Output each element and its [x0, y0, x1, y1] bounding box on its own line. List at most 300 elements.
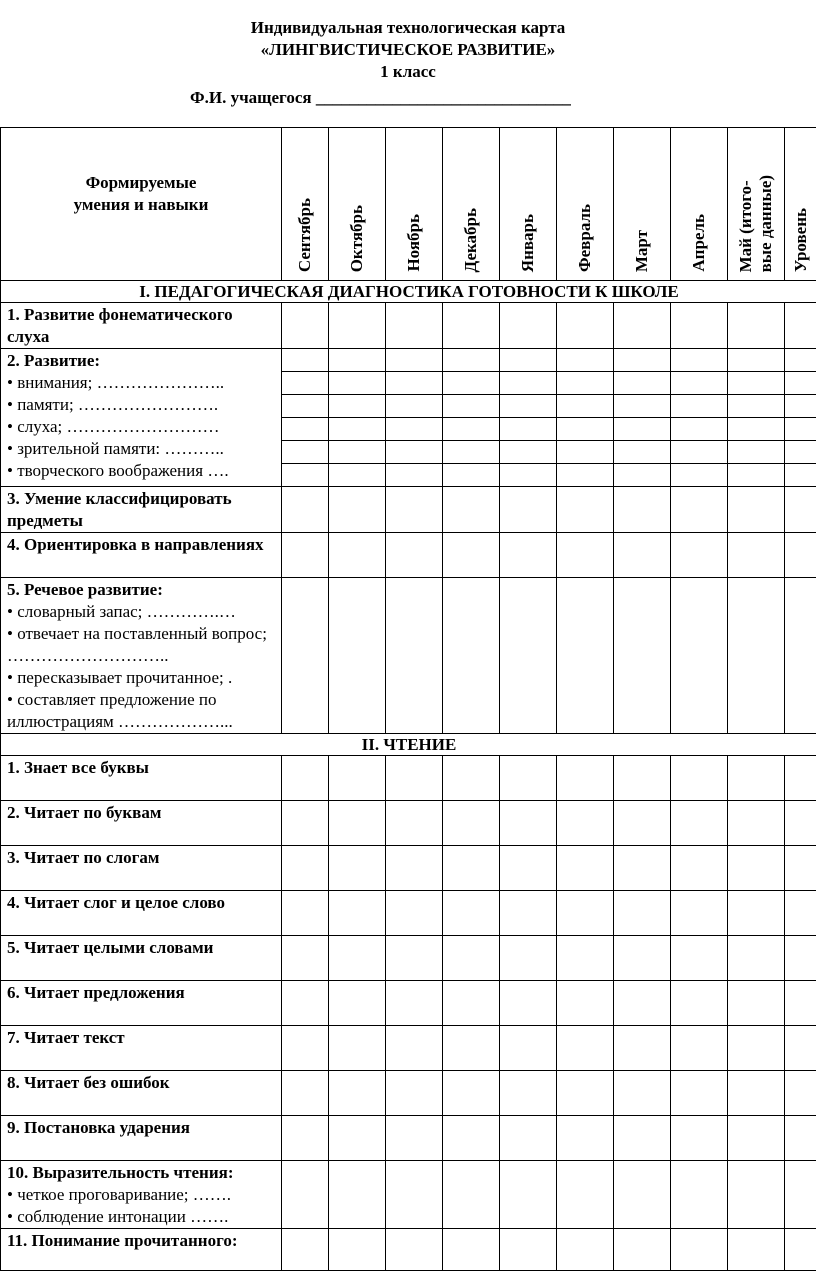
mark-cell[interactable]	[671, 936, 728, 981]
month-label: Март	[632, 230, 652, 272]
mark-cell[interactable]	[282, 487, 329, 533]
mark-cell[interactable]	[329, 891, 386, 936]
mark-cell[interactable]	[557, 1229, 614, 1271]
mark-cell[interactable]	[671, 1026, 728, 1071]
table-row	[1, 1071, 816, 1116]
mark-cell[interactable]	[386, 1071, 443, 1116]
doc-grade: 1 класс	[0, 61, 816, 83]
mark-cell[interactable]	[500, 1161, 557, 1229]
mark-cell[interactable]	[443, 464, 500, 487]
skill-sublabel: • зрительной памяти: ………..	[7, 438, 277, 460]
mark-cell[interactable]	[386, 303, 443, 349]
mark-cell[interactable]	[671, 303, 728, 349]
mark-cell[interactable]	[614, 1071, 671, 1116]
skill-label: 9. Постановка ударения	[7, 1117, 277, 1139]
table-row	[1, 801, 816, 846]
skill-cell	[1, 1026, 282, 1071]
mark-cell[interactable]	[282, 372, 329, 395]
mark-cell[interactable]	[557, 372, 614, 395]
mark-cell[interactable]	[282, 1161, 329, 1229]
mark-cell[interactable]	[386, 1161, 443, 1229]
mark-cell[interactable]	[500, 1116, 557, 1161]
mark-cell[interactable]	[671, 801, 728, 846]
mark-cell[interactable]	[728, 1229, 785, 1271]
mark-cell[interactable]	[329, 349, 386, 372]
mark-cell[interactable]	[557, 418, 614, 441]
skill-cell	[1, 303, 282, 349]
doc-title: Индивидуальная технологическая карта	[0, 17, 816, 39]
mark-cell[interactable]	[443, 533, 500, 578]
skill-label: 5. Читает целыми словами	[7, 937, 277, 959]
mark-cell[interactable]	[329, 441, 386, 464]
month-label: Декабрь	[461, 208, 481, 272]
mark-cell[interactable]	[500, 349, 557, 372]
mark-cell[interactable]	[500, 303, 557, 349]
mark-cell[interactable]	[614, 1229, 671, 1271]
mark-cell[interactable]	[728, 846, 785, 891]
mark-cell[interactable]	[785, 936, 816, 981]
table-row	[1, 981, 816, 1026]
mark-cell[interactable]	[728, 936, 785, 981]
month-label: Апрель	[689, 214, 709, 272]
skill-label: 4. Ориентировка в направлениях	[7, 534, 277, 556]
month-label: Октябрь	[347, 205, 367, 272]
mark-cell[interactable]	[386, 1026, 443, 1071]
mark-cell[interactable]	[443, 372, 500, 395]
mark-cell[interactable]	[614, 1161, 671, 1229]
skill-label: 8. Читает без ошибок	[7, 1072, 277, 1094]
skill-sublabel: • памяти; …………………….	[7, 394, 277, 416]
mark-cell[interactable]	[557, 441, 614, 464]
assessment-table	[0, 127, 816, 1271]
skill-label: 1. Знает все буквы	[7, 757, 277, 779]
skill-label: 3. Умение классифицировать предметы	[7, 488, 277, 532]
mark-cell[interactable]	[386, 464, 443, 487]
mark-cell[interactable]	[557, 578, 614, 734]
mark-cell[interactable]	[282, 418, 329, 441]
mark-cell[interactable]	[728, 418, 785, 441]
skill-cell	[1, 487, 282, 533]
mark-cell[interactable]	[443, 981, 500, 1026]
mark-cell[interactable]	[671, 372, 728, 395]
skill-sublabel: • составляет предложение по иллюстрациям ………………...	[7, 689, 277, 733]
mark-cell[interactable]	[386, 487, 443, 533]
mark-cell[interactable]	[614, 846, 671, 891]
mark-cell[interactable]	[785, 533, 816, 578]
mark-cell[interactable]	[386, 891, 443, 936]
mark-cell[interactable]	[329, 395, 386, 418]
mark-cell[interactable]	[386, 578, 443, 734]
table-row	[1, 756, 816, 801]
skill-cell	[1, 801, 282, 846]
mark-cell[interactable]	[557, 936, 614, 981]
mark-cell[interactable]	[386, 981, 443, 1026]
month-label: Сентябрь	[295, 198, 315, 272]
month-header	[557, 128, 614, 281]
section-row	[1, 281, 816, 303]
mark-cell[interactable]	[443, 1116, 500, 1161]
mark-cell[interactable]	[614, 756, 671, 801]
mark-cell[interactable]	[557, 1071, 614, 1116]
mark-cell[interactable]	[500, 1229, 557, 1271]
skill-label: 3. Читает по слогам	[7, 847, 277, 869]
mark-cell[interactable]	[443, 395, 500, 418]
mark-cell[interactable]	[443, 1071, 500, 1116]
mark-cell[interactable]	[728, 1026, 785, 1071]
mark-cell[interactable]	[443, 801, 500, 846]
mark-cell[interactable]	[557, 1116, 614, 1161]
mark-cell[interactable]	[785, 981, 816, 1026]
mark-cell[interactable]	[500, 578, 557, 734]
mark-cell[interactable]	[500, 756, 557, 801]
month-header	[443, 128, 500, 281]
skill-cell	[1, 1229, 282, 1271]
mark-cell[interactable]	[785, 372, 816, 395]
skill-label: 2. Читает по буквам	[7, 802, 277, 824]
mark-cell[interactable]	[282, 936, 329, 981]
mark-cell[interactable]	[557, 846, 614, 891]
skill-cell	[1, 936, 282, 981]
mark-cell[interactable]	[614, 1026, 671, 1071]
mark-cell[interactable]	[500, 981, 557, 1026]
mark-cell[interactable]	[443, 418, 500, 441]
mark-cell[interactable]	[282, 756, 329, 801]
mark-cell[interactable]	[500, 846, 557, 891]
mark-cell[interactable]	[329, 1161, 386, 1229]
mark-cell[interactable]	[614, 936, 671, 981]
table-row	[1, 936, 816, 981]
mark-cell[interactable]	[728, 1071, 785, 1116]
skill-cell	[1, 578, 282, 734]
mark-cell[interactable]	[386, 395, 443, 418]
mark-cell[interactable]	[671, 418, 728, 441]
mark-cell[interactable]	[785, 801, 816, 846]
mark-cell[interactable]	[329, 846, 386, 891]
mark-cell[interactable]	[500, 801, 557, 846]
skill-cell	[1, 1161, 282, 1229]
skill-label: 2. Развитие:	[7, 350, 277, 372]
mark-cell[interactable]	[557, 1161, 614, 1229]
mark-cell[interactable]	[728, 395, 785, 418]
mark-cell[interactable]	[329, 801, 386, 846]
skill-sublabel: • отвечает на поставленный вопрос; ………………………..	[7, 623, 277, 667]
mark-cell[interactable]	[282, 578, 329, 734]
mark-cell[interactable]	[443, 891, 500, 936]
mark-cell[interactable]	[443, 936, 500, 981]
mark-cell[interactable]	[500, 418, 557, 441]
table-row	[1, 578, 816, 734]
mark-cell[interactable]	[728, 756, 785, 801]
skill-label: 11. Понимание прочитанного:	[7, 1230, 277, 1252]
skill-cell	[1, 981, 282, 1026]
mark-cell[interactable]	[329, 533, 386, 578]
student-name-field[interactable]: Ф.И. учащегося ______________________________	[190, 87, 571, 109]
mark-cell[interactable]	[500, 936, 557, 981]
skill-label: 7. Читает текст	[7, 1027, 277, 1049]
mark-cell[interactable]	[282, 1071, 329, 1116]
mark-cell[interactable]	[614, 349, 671, 372]
month-header	[386, 128, 443, 281]
mark-cell[interactable]	[386, 846, 443, 891]
mark-cell[interactable]	[282, 303, 329, 349]
mark-cell[interactable]	[443, 1229, 500, 1271]
skill-sublabel: • соблюдение интонации …….	[7, 1206, 277, 1228]
mark-cell[interactable]	[614, 487, 671, 533]
month-label: Январь	[518, 214, 538, 272]
mark-cell[interactable]	[282, 846, 329, 891]
mark-cell[interactable]	[614, 372, 671, 395]
mark-cell[interactable]	[329, 418, 386, 441]
mark-cell[interactable]	[728, 441, 785, 464]
mark-cell[interactable]	[614, 395, 671, 418]
mark-cell[interactable]	[785, 487, 816, 533]
mark-cell[interactable]	[386, 372, 443, 395]
mark-cell[interactable]	[614, 441, 671, 464]
skill-sublabel: • внимания; …………………..	[7, 372, 277, 394]
mark-cell[interactable]	[443, 1161, 500, 1229]
mark-cell[interactable]	[614, 303, 671, 349]
month-label: Февраль	[575, 204, 595, 272]
month-header	[329, 128, 386, 281]
mark-cell[interactable]	[386, 1116, 443, 1161]
skill-sublabel: • четкое проговаривание; …….	[7, 1184, 277, 1206]
mark-cell[interactable]	[671, 1071, 728, 1116]
mark-cell[interactable]	[386, 441, 443, 464]
skill-cell	[1, 891, 282, 936]
skill-label: 6. Читает предложения	[7, 982, 277, 1004]
mark-cell[interactable]	[728, 464, 785, 487]
mark-cell[interactable]	[728, 891, 785, 936]
mark-cell[interactable]	[500, 441, 557, 464]
mark-cell[interactable]	[671, 756, 728, 801]
header-row	[1, 128, 816, 281]
mark-cell[interactable]	[785, 418, 816, 441]
mark-cell[interactable]	[728, 578, 785, 734]
skill-label: 4. Читает слог и целое слово	[7, 892, 277, 914]
mark-cell[interactable]	[443, 441, 500, 464]
mark-cell[interactable]	[443, 303, 500, 349]
table-row	[1, 1229, 816, 1271]
mark-cell[interactable]	[443, 349, 500, 372]
skill-cell	[1, 349, 282, 487]
mark-cell[interactable]	[728, 1116, 785, 1161]
mark-cell[interactable]	[785, 846, 816, 891]
skill-cell	[1, 1116, 282, 1161]
mark-cell[interactable]	[329, 1026, 386, 1071]
skill-sublabel: • словарный запас; ………….…	[7, 601, 277, 623]
month-header	[282, 128, 329, 281]
mark-cell[interactable]	[557, 801, 614, 846]
mark-cell[interactable]	[500, 487, 557, 533]
mark-cell[interactable]	[329, 1229, 386, 1271]
mark-cell[interactable]	[557, 303, 614, 349]
skill-label: 5. Речевое развитие:	[7, 579, 277, 601]
mark-cell[interactable]	[500, 1071, 557, 1116]
mark-cell[interactable]	[671, 981, 728, 1026]
mark-cell[interactable]	[386, 801, 443, 846]
mark-cell[interactable]	[282, 533, 329, 578]
mark-cell[interactable]	[329, 1116, 386, 1161]
section-title: I. ПЕДАГОГИЧЕСКАЯ ДИАГНОСТИКА ГОТОВНОСТИ К ШКОЛЕ	[1, 281, 816, 303]
mark-cell[interactable]	[386, 349, 443, 372]
skill-label: 1. Развитие фонематического слуха	[7, 304, 277, 348]
mark-cell[interactable]	[386, 533, 443, 578]
mark-cell[interactable]	[282, 891, 329, 936]
mark-cell[interactable]	[282, 1116, 329, 1161]
mark-cell[interactable]	[671, 578, 728, 734]
month-label: Ноябрь	[404, 214, 424, 272]
mark-cell[interactable]	[614, 418, 671, 441]
skill-label: 10. Выразительность чтения:	[7, 1162, 277, 1184]
table-row	[1, 1161, 816, 1229]
mark-cell[interactable]	[614, 981, 671, 1026]
mark-cell[interactable]	[282, 349, 329, 372]
mark-cell[interactable]	[614, 891, 671, 936]
mark-cell[interactable]	[386, 756, 443, 801]
table-row	[1, 533, 816, 578]
mark-cell[interactable]	[557, 1026, 614, 1071]
table-row	[1, 487, 816, 533]
mark-cell[interactable]	[500, 464, 557, 487]
mark-cell[interactable]	[785, 1026, 816, 1071]
table-row	[1, 1116, 816, 1161]
table-row	[1, 846, 816, 891]
mark-cell[interactable]	[614, 464, 671, 487]
mark-cell[interactable]	[671, 1229, 728, 1271]
mark-cell[interactable]	[282, 1026, 329, 1071]
mark-cell[interactable]	[671, 395, 728, 418]
mark-cell[interactable]	[614, 1116, 671, 1161]
mark-cell[interactable]	[443, 756, 500, 801]
skills-column-header: Формируемые умения и навыки	[1, 128, 282, 281]
mark-cell[interactable]	[386, 418, 443, 441]
mark-cell[interactable]	[785, 441, 816, 464]
mark-cell[interactable]	[557, 891, 614, 936]
month-header	[614, 128, 671, 281]
mark-cell[interactable]	[557, 533, 614, 578]
mark-cell[interactable]	[785, 578, 816, 734]
mark-cell[interactable]	[329, 578, 386, 734]
skill-cell	[1, 756, 282, 801]
table-row	[1, 1026, 816, 1071]
mark-cell[interactable]	[728, 349, 785, 372]
skill-cell	[1, 846, 282, 891]
mark-cell[interactable]	[443, 1026, 500, 1071]
mark-cell[interactable]	[785, 1116, 816, 1161]
mark-cell[interactable]	[282, 801, 329, 846]
mark-cell[interactable]	[785, 1229, 816, 1271]
mark-cell[interactable]	[728, 372, 785, 395]
mark-cell[interactable]	[557, 395, 614, 418]
mark-cell[interactable]	[785, 464, 816, 487]
mark-cell[interactable]	[500, 395, 557, 418]
mark-cell[interactable]	[614, 578, 671, 734]
mark-cell[interactable]	[728, 801, 785, 846]
mark-cell[interactable]	[500, 372, 557, 395]
doc-subtitle: «ЛИНГВИСТИЧЕСКОЕ РАЗВИТИЕ»	[0, 39, 816, 61]
mark-cell[interactable]	[329, 936, 386, 981]
skill-cell	[1, 533, 282, 578]
mark-cell[interactable]	[500, 533, 557, 578]
mark-cell[interactable]	[443, 578, 500, 734]
mark-cell[interactable]	[557, 756, 614, 801]
mark-cell[interactable]	[500, 1026, 557, 1071]
mark-cell[interactable]	[557, 981, 614, 1026]
mark-cell[interactable]	[671, 533, 728, 578]
mark-cell[interactable]	[329, 1071, 386, 1116]
mark-cell[interactable]	[557, 349, 614, 372]
mark-cell[interactable]	[557, 464, 614, 487]
level-header	[785, 128, 816, 281]
mark-cell[interactable]	[785, 395, 816, 418]
mark-cell[interactable]	[728, 981, 785, 1026]
skill-sublabel: • творческого воображения ….	[7, 460, 277, 482]
section-title: II. ЧТЕНИЕ	[1, 734, 816, 756]
mark-cell[interactable]	[671, 1161, 728, 1229]
may-header	[728, 128, 785, 281]
mark-cell[interactable]	[671, 464, 728, 487]
mark-cell[interactable]	[671, 349, 728, 372]
mark-cell[interactable]	[728, 533, 785, 578]
mark-cell[interactable]	[785, 1161, 816, 1229]
mark-cell[interactable]	[785, 891, 816, 936]
mark-cell[interactable]	[785, 1071, 816, 1116]
mark-cell[interactable]	[785, 303, 816, 349]
mark-cell[interactable]	[500, 891, 557, 936]
mark-cell[interactable]	[671, 1116, 728, 1161]
mark-cell[interactable]	[785, 349, 816, 372]
mark-cell[interactable]	[671, 891, 728, 936]
skill-sublabel: • пересказывает прочитанное; .	[7, 667, 277, 689]
month-header	[671, 128, 728, 281]
mark-cell[interactable]	[557, 487, 614, 533]
may-label: Май (итого- вые данные)	[736, 175, 776, 272]
section-row	[1, 734, 816, 756]
mark-cell[interactable]	[329, 487, 386, 533]
mark-cell[interactable]	[671, 846, 728, 891]
table-row	[1, 891, 816, 936]
mark-cell[interactable]	[329, 756, 386, 801]
mark-cell[interactable]	[728, 1161, 785, 1229]
mark-cell[interactable]	[386, 936, 443, 981]
level-label: Уровень	[791, 208, 811, 272]
mark-cell[interactable]	[728, 303, 785, 349]
mark-cell[interactable]	[329, 464, 386, 487]
mark-cell[interactable]	[386, 1229, 443, 1271]
mark-cell[interactable]	[443, 487, 500, 533]
mark-cell[interactable]	[282, 441, 329, 464]
mark-cell[interactable]	[282, 981, 329, 1026]
mark-cell[interactable]	[329, 981, 386, 1026]
month-header	[500, 128, 557, 281]
mark-cell[interactable]	[329, 303, 386, 349]
mark-cell[interactable]	[282, 464, 329, 487]
mark-cell[interactable]	[443, 846, 500, 891]
mark-cell[interactable]	[785, 756, 816, 801]
table-row	[1, 349, 816, 372]
mark-cell[interactable]	[614, 801, 671, 846]
mark-cell[interactable]	[671, 487, 728, 533]
mark-cell[interactable]	[282, 395, 329, 418]
mark-cell[interactable]	[728, 487, 785, 533]
skill-cell	[1, 1071, 282, 1116]
table-row	[1, 303, 816, 349]
mark-cell[interactable]	[282, 1229, 329, 1271]
mark-cell[interactable]	[671, 441, 728, 464]
mark-cell[interactable]	[329, 372, 386, 395]
mark-cell[interactable]	[614, 533, 671, 578]
skill-sublabel: • слуха; ………………………	[7, 416, 277, 438]
